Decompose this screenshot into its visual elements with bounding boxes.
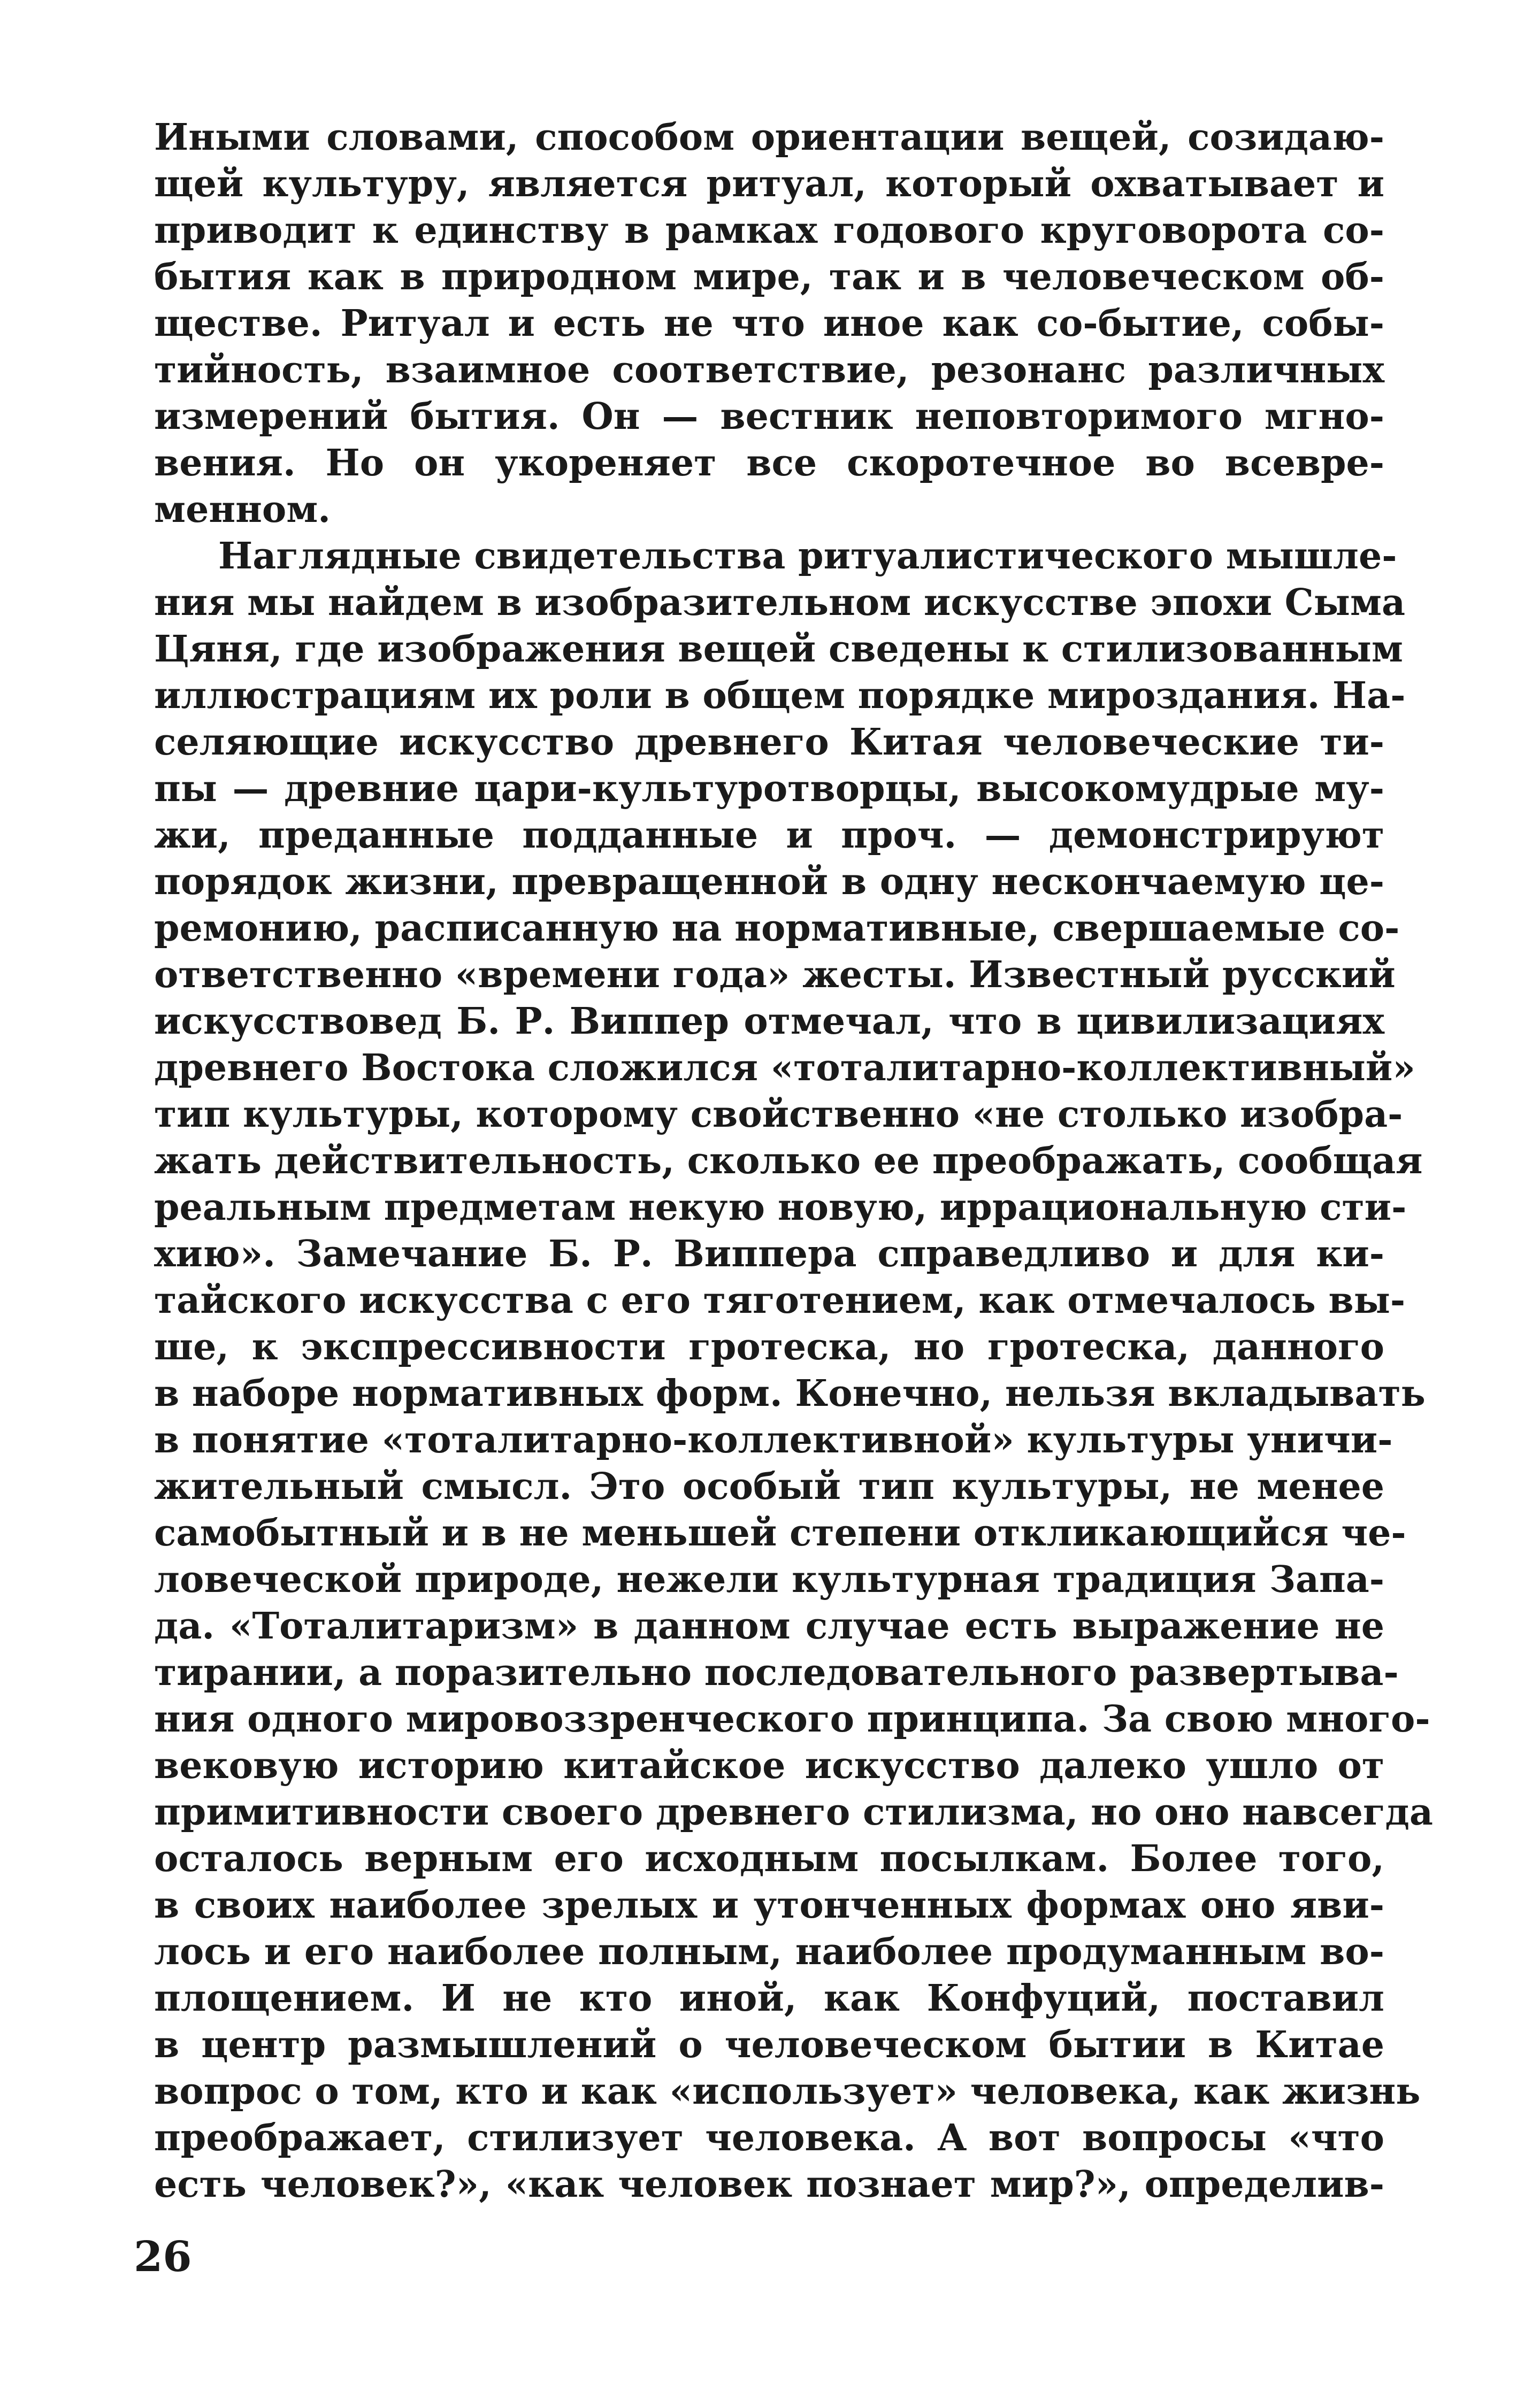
text-line: Наглядные свидетельства ритуалистического мышле- — [218, 535, 1397, 578]
text-line: приводит к единству в рамках годового круговорота со- — [154, 209, 1384, 252]
text-line: искусствовед Б. Р. Виппер отмечал, что в цивилизациях — [154, 1000, 1384, 1043]
text-line: вопрос о том, кто и как «использует» человека, как жизнь — [154, 2070, 1421, 2113]
text-line: преображает, стилизует человека. А вот вопросы «что — [154, 2117, 1384, 2159]
text-line: в понятие «тоталитарно-коллективной» культуры уничи- — [154, 1419, 1393, 1461]
text-line: жи, преданные подданные и проч. — демонстрируют — [154, 814, 1384, 857]
paragraph-1 — [154, 114, 1384, 533]
text-line: менном. — [154, 488, 331, 531]
text-line: лось и его наиболее полным, наиболее продуманным во- — [154, 1930, 1384, 1973]
text-line: площением. И не кто иной, как Конфуций, поставил — [154, 1977, 1384, 2020]
text-line: тийность, взаимное соответствие, резонанс различных — [154, 349, 1384, 391]
text-line: реальным предметам некую новую, иррациональную сти- — [154, 1186, 1407, 1229]
text-line: да. «Тоталитаризм» в данном случае есть выражение не — [154, 1605, 1384, 1648]
text-line: древнего Востока сложился «тоталитарно-коллективный» — [154, 1047, 1415, 1089]
text-line: в своих наиболее зрелых и утонченных формах оно яви- — [154, 1884, 1384, 1927]
text-line: жительный смысл. Это особый тип культуры, не менее — [154, 1465, 1384, 1508]
text-line: ния мы найдем в изобразительном искусстве эпохи Сыма — [154, 581, 1406, 624]
text-line: в наборе нормативных форм. Конечно, нельзя вкладывать — [154, 1372, 1426, 1415]
text-line: порядок жизни, превращенной в одну нескончаемую це- — [154, 860, 1384, 903]
text-line: пы — древние цари-культуротворцы, высокомудрые му- — [154, 767, 1384, 810]
text-line: вения. Но он укореняет все скоротечное во всевре- — [154, 442, 1384, 484]
text-line: ловеческой природе, нежели культурная традиция Запа- — [154, 1558, 1384, 1601]
text-line: тирании, а поразительно последовательного развертыва- — [154, 1651, 1399, 1694]
text-line: ше, к экспрессивности гротеска, но гротеска, данного — [154, 1326, 1384, 1368]
paragraph-2 — [154, 533, 1433, 2208]
text-line: ответственно «времени года» жесты. Известный русский — [154, 953, 1396, 996]
text-line: иллюстрациям их роли в общем порядке мироздания. На- — [154, 674, 1406, 717]
text-line: тип культуры, которому свойственно «не столько изобра- — [154, 1093, 1403, 1136]
text-line: ремонию, расписанную на нормативные, свершаемые со- — [154, 907, 1400, 950]
page-number: 26 — [134, 2233, 192, 2281]
text-line: есть человек?», «как человек познает мир?», определив- — [154, 2163, 1384, 2206]
text-line: самобытный и в не меньшей степени откликающийся че- — [154, 1512, 1406, 1555]
text-line: жать действительность, сколько ее преображать, сообщая — [154, 1140, 1423, 1182]
text-line: тайского искусства с его тяготением, как отмечалось вы- — [154, 1279, 1406, 1322]
body-text — [154, 114, 1433, 2208]
text-line: селяющие искусство древнего Китая человеческие ти- — [154, 721, 1384, 764]
text-line: ществе. Ритуал и есть не что иное как со-бытие, собы- — [154, 302, 1384, 345]
text-line: осталось верным его исходным посылкам. Более того, — [154, 1837, 1384, 1880]
text-line: бытия как в природном мире, так и в человеческом об- — [154, 256, 1384, 298]
text-line: Иными словами, способом ориентации вещей, созидаю- — [154, 116, 1384, 159]
text-line: в центр размышлений о человеческом бытии в Китае — [154, 2024, 1384, 2066]
text-line: щей культуру, является ритуал, который охватывает и — [154, 163, 1384, 205]
text-line: примитивности своего древнего стилизма, но оно навсегда — [154, 1791, 1433, 1834]
text-line: ния одного мировоззренческого принципа. За свою много- — [154, 1698, 1430, 1741]
text-line: измерений бытия. Он — вестник неповторимого мгно- — [154, 395, 1384, 438]
text-line: Цяня, где изображения вещей сведены к стилизованным — [154, 628, 1403, 671]
text-line: хию». Замечание Б. Р. Виппера справедливо и для ки- — [154, 1233, 1384, 1275]
text-line: вековую историю китайское искусство далеко ушло от — [154, 1744, 1384, 1787]
